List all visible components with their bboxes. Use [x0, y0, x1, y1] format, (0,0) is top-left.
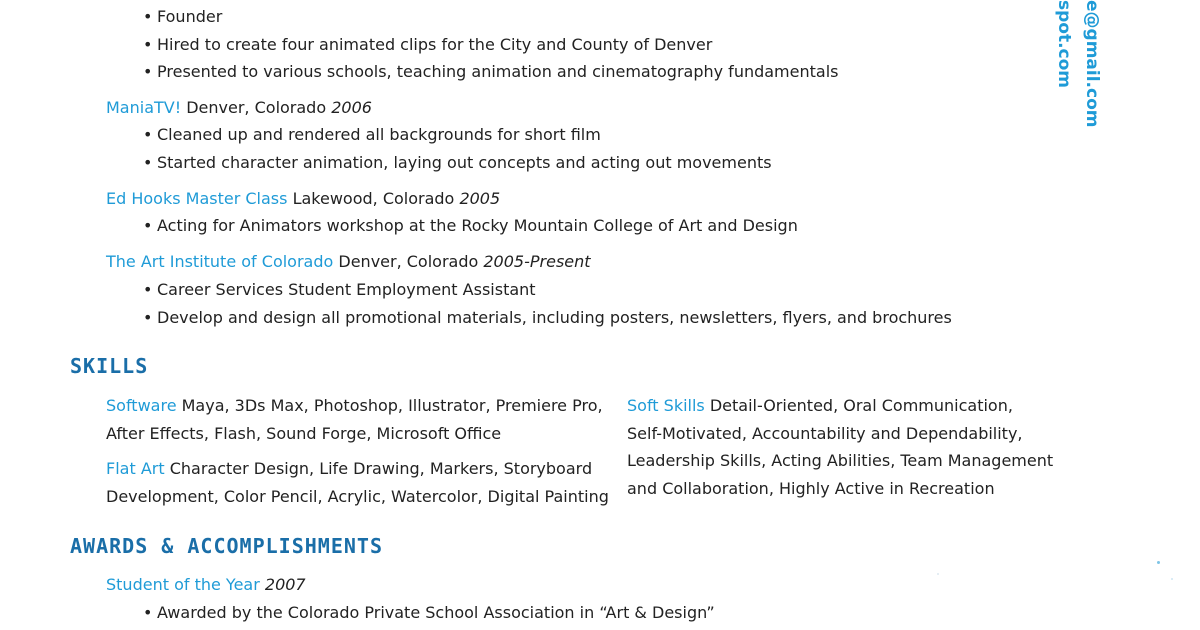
award-year: 2007 [264, 575, 306, 594]
job-year: 2006 [331, 98, 372, 117]
job-location: Denver, Colorado [186, 98, 327, 117]
org-name: The Art Institute of Colorado [106, 252, 334, 271]
list-item: • Awarded by the Colorado Private School Association in “Art & Design” [143, 603, 715, 623]
list-item: • Presented to various schools, teaching animation and cinematography fundamentals [143, 62, 838, 82]
skill-flat-art-cont: Development, Color Pencil, Acrylic, Watercolor, Digital Painting [106, 487, 609, 506]
list-item: • Cleaned up and rendered all backgrounds for short film [143, 125, 601, 145]
contact-email[interactable]: e@gmail.com [1082, 0, 1102, 128]
skill-values: Maya, 3Ds Max, Photoshop, Illustrator, Premiere Pro, [181, 396, 603, 415]
list-item: • Hired to create four animated clips for the City and County of Denver [143, 35, 712, 55]
skill-software-cont: After Effects, Flash, Sound Forge, Microsoft Office [106, 424, 502, 443]
job-maniatv [106, 98, 372, 118]
skill-soft-cont: Leadership Skills, Acting Abilities, Team Management [627, 451, 1054, 470]
skill-flat-art [106, 459, 592, 479]
skill-values: Character Design, Life Drawing, Markers, Storyboard [169, 459, 593, 478]
skill-label: Soft Skills [627, 396, 705, 415]
awards-heading: AWARDS & ACCOMPLISHMENTS [70, 534, 383, 558]
skill-values: Detail-Oriented, Oral Communication, [709, 396, 1013, 415]
job-year: 2005-Present [483, 252, 591, 271]
job-ed-hooks [106, 189, 500, 209]
decorative-speck [937, 573, 939, 575]
skill-soft-cont: and Collaboration, Highly Active in Recreation [627, 479, 995, 498]
list-item: • Develop and design all promotional materials, including posters, newsletters, flyers, and brochures [143, 308, 952, 328]
job-year: 2005 [459, 189, 501, 208]
list-item: • Career Services Student Employment Assistant [143, 280, 536, 300]
award-student-of-year [106, 575, 306, 595]
org-name: ManiaTV! [106, 98, 182, 117]
skill-label: Flat Art [106, 459, 165, 478]
award-title: Student of the Year [106, 575, 260, 594]
job-location: Lakewood, Colorado [292, 189, 455, 208]
skill-software [106, 396, 603, 416]
skill-soft [627, 396, 1013, 416]
job-location: Denver, Colorado [338, 252, 479, 271]
decorative-speck [1157, 561, 1160, 564]
list-item: • Acting for Animators workshop at the Rocky Mountain College of Art and Design [143, 216, 798, 236]
skill-label: Software [106, 396, 177, 415]
skills-heading: SKILLS [70, 354, 149, 378]
org-name: Ed Hooks Master Class [106, 189, 288, 208]
contact-blog[interactable]: spot.com [1054, 0, 1074, 89]
list-item: • Started character animation, laying out concepts and acting out movements [143, 153, 772, 173]
list-item: • Founder [143, 7, 222, 27]
job-art-institute [106, 252, 591, 272]
decorative-speck [1171, 578, 1173, 580]
skill-soft-cont: Self-Motivated, Accountability and Dependability, [627, 424, 1023, 443]
